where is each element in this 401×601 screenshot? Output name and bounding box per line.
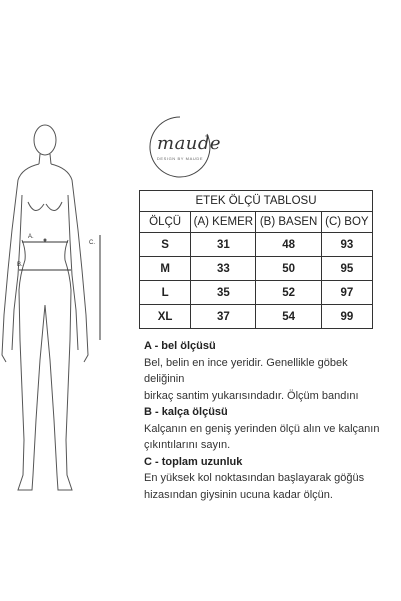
hip-title: B - kalça ölçüsü [144, 406, 228, 418]
length-text-2: hizasından giysinin ucuna kadar ölçün. [144, 488, 333, 501]
row-length: 93 [321, 233, 372, 257]
row-size: M [140, 257, 191, 281]
length-text-1: En yüksek kol noktasından başlayarak göğüs [144, 472, 365, 484]
label-b: B. [17, 262, 23, 268]
row-waist: 33 [191, 257, 256, 281]
table-row [140, 233, 373, 257]
row-size: L [140, 281, 191, 305]
row-waist: 37 [191, 305, 256, 329]
row-size: S [140, 233, 191, 257]
header-hip: (B) BASEN [256, 212, 321, 233]
table-row [140, 305, 373, 329]
row-hip: 50 [256, 257, 321, 281]
row-waist: 35 [191, 281, 256, 305]
table-row [140, 257, 373, 281]
size-table [139, 190, 373, 329]
table-title: ETEK ÖLÇÜ TABLOSU [140, 191, 373, 212]
label-c: C. [89, 240, 95, 246]
logo-name: maude [157, 133, 222, 154]
hip-text-1: Kalçanın en geniş yerinden ölçü alın ve kalçanın [144, 422, 380, 435]
row-length: 95 [321, 257, 372, 281]
waist-text-1: Bel, belin en ince yeridir. Genellikle göbek deliğinin [144, 356, 348, 385]
length-title: C - toplam uzunluk [144, 455, 243, 468]
row-length: 99 [321, 305, 372, 329]
hip-text-2: çıkıntılarını sayın. [144, 439, 231, 451]
waist-text-2: birkaç santim yukarısındadır. Ölçüm bandını [144, 389, 359, 402]
measurement-instructions [144, 338, 389, 503]
waist-title: A - bel ölçüsü [144, 340, 216, 352]
header-waist: (A) KEMER [191, 212, 256, 233]
row-length: 97 [321, 281, 372, 305]
header-size: ÖLÇÜ [140, 212, 191, 233]
row-hip: 52 [256, 281, 321, 305]
logo-tagline: DESIGN BY MAUDE [156, 156, 204, 161]
body-silhouette-icon [0, 100, 125, 510]
table-row [140, 281, 373, 305]
row-hip: 48 [256, 233, 321, 257]
row-hip: 54 [256, 305, 321, 329]
body-figure [0, 100, 125, 510]
row-waist: 31 [191, 233, 256, 257]
row-size: XL [140, 305, 191, 329]
label-a: A. [28, 234, 34, 240]
header-length: (C) BOY [321, 212, 372, 233]
